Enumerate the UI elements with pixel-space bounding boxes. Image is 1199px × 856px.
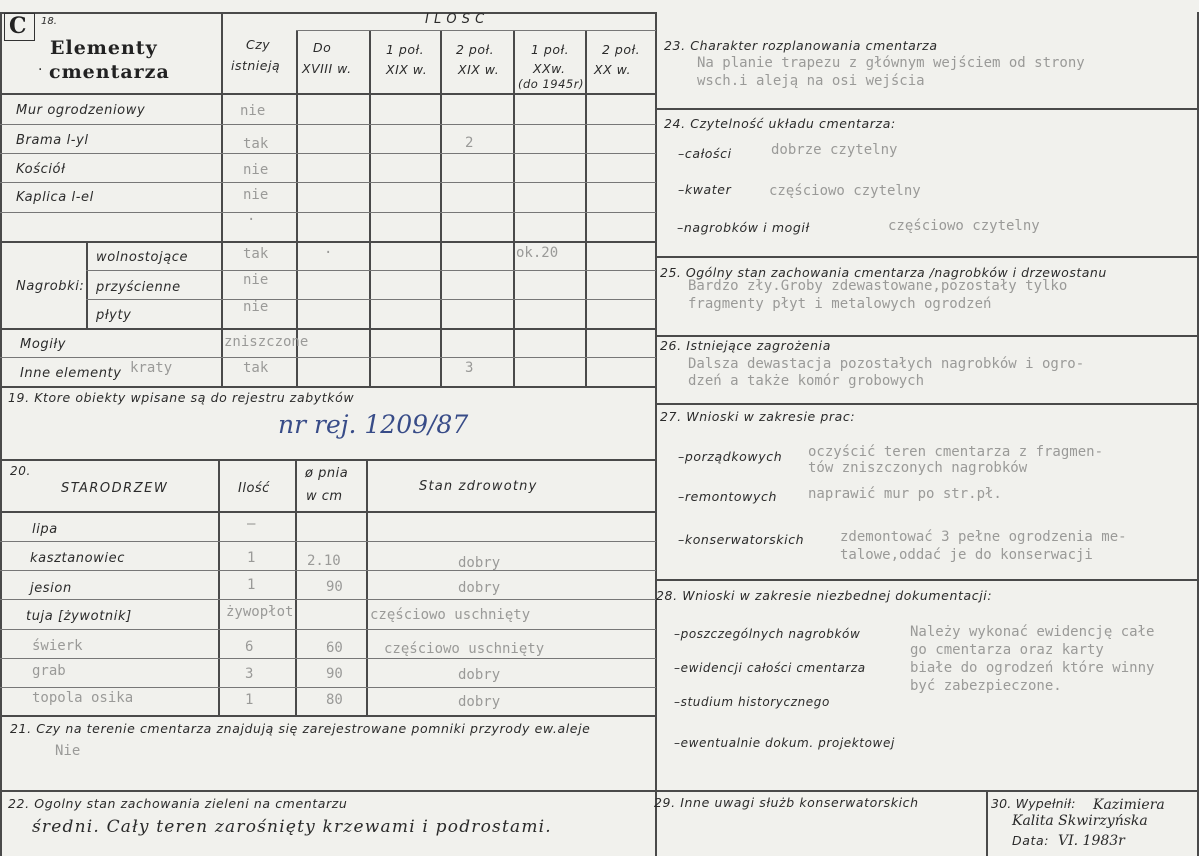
s24-item-value-2: częściowo czytelny — [769, 183, 921, 199]
s24-label: 24. Czytelność układu cmentarza: — [664, 116, 896, 131]
s20-header-dia2: w cm — [306, 489, 343, 504]
period-1-line1: Do — [313, 40, 332, 55]
s22-value: średni. Cały teren zarośnięty krzewami i podrostami. — [32, 817, 552, 837]
tree-count-3: 1 — [247, 577, 256, 593]
ilosc-header: I L O S C — [425, 12, 485, 27]
tree-health-5: częściowo uschnięty — [384, 641, 545, 657]
s28-text-line3: białe do ogrodzeń które winny — [910, 660, 1155, 676]
period-2-line1: 1 poł. — [386, 42, 425, 57]
s27-item-label-2: –remontowych — [678, 489, 777, 504]
element-label-kaplica: Kaplica l-el — [16, 190, 94, 205]
tree-dia-2: 2.10 — [307, 553, 341, 569]
mogily-value: zniszczone — [224, 334, 309, 350]
s25-label: 25. Ogólny stan zachowania cmentarza /nagrobków i drzewostanu — [660, 265, 1107, 280]
element-exists-kosciol: nie — [243, 162, 269, 178]
tree-count-2: 1 — [247, 550, 256, 566]
element-label-kosciol: Kościół — [16, 162, 66, 177]
period-4-line3: (do 1945r) — [518, 77, 584, 91]
s28-item-label-2: –ewidencji całości cmentarza — [674, 661, 866, 675]
mogily-label: Mogiły — [20, 337, 67, 352]
s26-label: 26. Istniejące zagrożenia — [660, 338, 831, 353]
tree-count-5: 6 — [245, 639, 254, 655]
tree-health-7: dobry — [458, 694, 501, 710]
nagrobki-label: Nagrobki: — [16, 279, 85, 294]
s28-item-label-4: –ewentualnie dokum. projektowej — [674, 736, 895, 750]
s27-item-label-3: –konserwatorskich — [678, 532, 805, 547]
tree-dia-3: 90 — [326, 579, 343, 595]
s20-header-count: Ilość — [238, 481, 270, 496]
s24-item-label-3: –nagrobków i mogił — [677, 220, 810, 235]
s27-label: 27. Wnioski w zakresie prac: — [660, 409, 856, 424]
s19-label: 19. Ktore obiekty wpisane są do rejestru zabytków — [8, 390, 355, 405]
s30-label: 30. Wypełnił: — [991, 796, 1076, 811]
period-4-line1: 1 poł. — [531, 42, 570, 57]
s25-line1: Bardzo zły.Groby zdewastowane,pozostały tylko — [688, 278, 1068, 294]
s20-header-dia1: ø pnia — [305, 466, 349, 481]
s30-date-value: VI. 1983r — [1058, 833, 1125, 849]
s29-label: 29. Inne uwagi służb konserwatorskich — [654, 795, 919, 810]
tree-name-3: jesion — [30, 581, 72, 596]
s27-item-line1-3: zdemontować 3 pełne ogrodzenia me- — [840, 529, 1127, 545]
tree-name-5: świerk — [32, 638, 83, 654]
nagrobki-row-exists-1: tak — [243, 246, 269, 262]
tree-count-4: żywopłot — [226, 604, 294, 620]
s23-line2: wsch.i aleją na osi wejścia — [697, 73, 925, 89]
s28-label: 28. Wnioski w zakresie niezbednej dokumentacji: — [656, 588, 993, 603]
period-3-line1: 2 poł. — [456, 42, 495, 57]
element-exists-brama: tak — [243, 136, 269, 152]
elements-title-line2: cmentarza — [49, 61, 170, 83]
s21-value: Nie — [55, 743, 81, 759]
s27-item-line2-1: tów zniszczonych nagrobków — [808, 460, 1028, 476]
s28-item-label-1: –poszczególnych nagrobków — [674, 627, 861, 641]
bullet-dot: · — [38, 62, 43, 78]
s27-item-line1-1: oczyścić teren cmentarza z fragmen- — [808, 444, 1104, 460]
nagrobki-row-label-2: przyścienne — [96, 280, 181, 295]
s30-date-label: Data: — [1012, 833, 1050, 848]
s20-header-health: Stan zdrowotny — [419, 479, 538, 494]
elements-title-line1: Elementy — [50, 37, 158, 59]
s19-register-number: nr rej. 1209/87 — [278, 410, 469, 439]
nagrobki-row-label-1: wolnostojące — [96, 250, 189, 265]
nagrobki-row-label-3: płyty — [96, 308, 132, 323]
s21-label: 21. Czy na terenie cmentarza znajdują się zarejestrowane pomniki przyrody ew.aleje — [10, 721, 591, 736]
period-5-line2: XX w. — [594, 62, 631, 77]
period-3-line2: XIX w. — [458, 62, 500, 77]
nagrobki-row-count-1: ok.20 — [516, 245, 559, 261]
s23-line1: Na planie trapezu z głównym wejściem od strony — [697, 55, 1085, 71]
tree-count-6: 3 — [245, 666, 254, 682]
tree-count-7: 1 — [245, 692, 254, 708]
element-exists-mur: nie — [240, 103, 266, 119]
element-label-brama: Brama l-yl — [16, 133, 89, 148]
nagrobki-row-mark-1: · — [324, 245, 333, 261]
czy-line2: istnieją — [231, 58, 281, 73]
s26-line1: Dalsza dewastacja pozostałych nagrobków i ogro- — [688, 356, 1085, 372]
nagrobki-row-exists-3: nie — [243, 299, 269, 315]
s24-item-label-1: –całości — [678, 146, 732, 161]
s23-label: 23. Charakter rozplanowania cmentarza — [664, 38, 938, 53]
s28-text-line1: Należy wykonać ewidencję całe — [910, 624, 1155, 640]
inne-label: Inne elementy — [20, 366, 122, 381]
s22-label: 22. Ogolny stan zachowania zieleni na cmentarzu — [8, 796, 348, 811]
period-4-line2: XXw. — [533, 61, 566, 76]
czy-line1: Czy — [246, 37, 271, 52]
element-label-mur: Mur ogrodzeniowy — [16, 103, 146, 118]
s20-number: 20. — [10, 464, 31, 478]
tree-dia-6: 90 — [326, 666, 343, 682]
tree-health-6: dobry — [458, 667, 501, 683]
tree-name-7: topola osika — [32, 690, 134, 706]
s30-name-line1: Kazimiera — [1093, 797, 1165, 813]
tree-count-1: – — [247, 516, 256, 532]
inne-typed: kraty — [130, 360, 173, 376]
section-18-number: 18. — [41, 16, 57, 27]
s24-item-value-1: dobrze czytelny — [771, 142, 898, 158]
s24-item-value-3: częściowo czytelny — [888, 218, 1040, 234]
s27-item-label-1: –porządkowych — [678, 449, 783, 464]
s24-item-label-2: –kwater — [678, 182, 732, 197]
tree-name-2: kasztanowiec — [30, 551, 125, 566]
inne-count: 3 — [465, 360, 474, 376]
period-5-line1: 2 poł. — [602, 42, 641, 57]
inne-exists: tak — [243, 360, 269, 376]
period-1-line2: XVIII w. — [302, 61, 352, 76]
s30-name-line2: Kalita Skwirzyńska — [1012, 813, 1148, 829]
tree-dia-7: 80 — [326, 692, 343, 708]
s26-line2: dzeń a także komór grobowych — [688, 373, 925, 389]
s27-item-line2-3: talowe,oddać je do konserwacji — [840, 547, 1093, 563]
tree-name-1: lipa — [32, 522, 58, 537]
tree-name-6: grab — [32, 663, 66, 679]
tree-health-3: dobry — [458, 580, 501, 596]
s27-item-line1-2: naprawić mur po str.pł. — [808, 486, 1002, 502]
tree-dia-5: 60 — [326, 640, 343, 656]
element-count-brama: 2 — [465, 135, 474, 151]
tree-health-4: częściowo uschnięty — [370, 607, 531, 623]
s28-text-line4: być zabezpieczone. — [910, 678, 1062, 694]
s28-item-label-3: –studium historycznego — [674, 695, 830, 709]
section-letter: C — [9, 13, 27, 39]
element-exists-blank: · — [247, 212, 256, 228]
tree-health-2: dobry — [458, 555, 501, 571]
period-2-line2: XIX w. — [386, 62, 428, 77]
nagrobki-row-exists-2: nie — [243, 272, 269, 288]
tree-name-4: tuja [żywotnik] — [26, 609, 132, 624]
element-exists-kaplica: nie — [243, 187, 269, 203]
s28-text-line2: go cmentarza oraz karty — [910, 642, 1104, 658]
s25-line2: fragmenty płyt i metalowych ogrodzeń — [688, 296, 992, 312]
s20-header-name: STARODRZEW — [61, 481, 169, 496]
